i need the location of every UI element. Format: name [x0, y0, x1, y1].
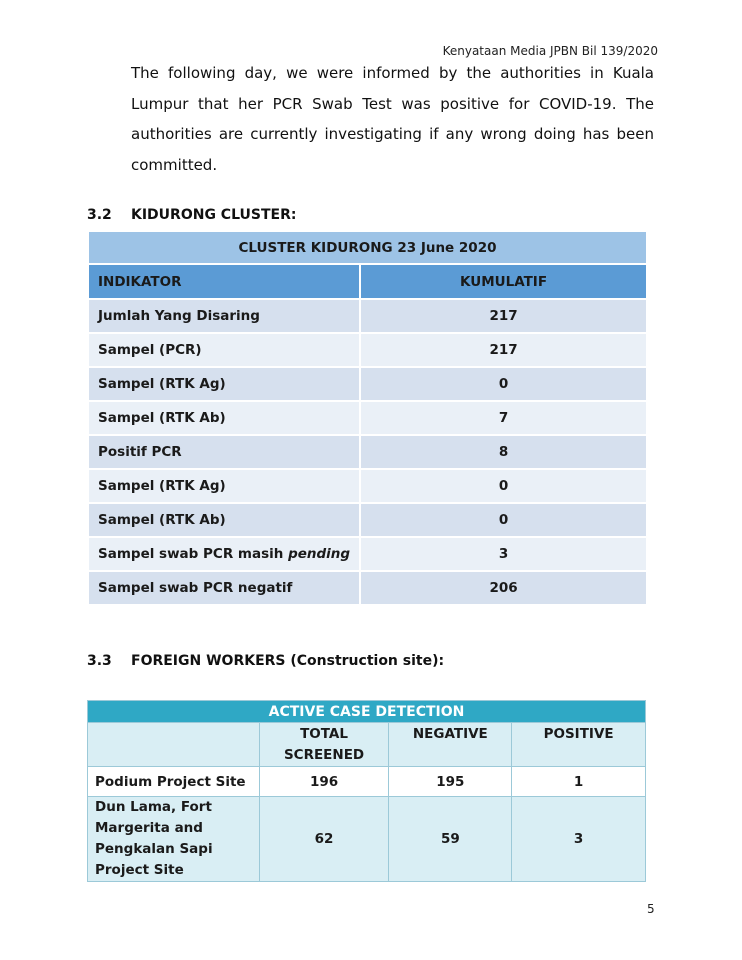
table-row [88, 503, 647, 537]
section-number: 3.3 [87, 653, 112, 669]
cumulative-cell: 217 [360, 299, 647, 333]
table-title: CLUSTER KIDURONG 23 June 2020 [88, 231, 647, 264]
table-title-row [88, 231, 647, 264]
table-row [88, 537, 647, 571]
indicator-text: Sampel swab PCR masih [98, 546, 289, 562]
table-row [88, 797, 646, 882]
total-screened-cell: 196 [259, 767, 389, 797]
indicator-cell: Jumlah Yang Disaring [88, 299, 360, 333]
table-row [88, 469, 647, 503]
negative-cell: 59 [389, 797, 512, 882]
body-paragraph: The following day, we were informed by the authorities in Kuala Lumpur that her PCR Swab Test was positive for COVID-19. The authorities are currently investigating if any wrong doing has been committed. [131, 64, 654, 174]
positive-cell: 3 [512, 797, 646, 882]
column-header-cumulative: KUMULATIF [360, 264, 647, 299]
cumulative-cell: 7 [360, 401, 647, 435]
column-header-negative: NEGATIVE [389, 723, 512, 767]
cumulative-cell: 0 [360, 503, 647, 537]
table-title: ACTIVE CASE DETECTION [88, 701, 646, 723]
total-screened-cell: 62 [259, 797, 389, 882]
indicator-cell [88, 537, 360, 571]
indicator-cell: Sampel (RTK Ab) [88, 401, 360, 435]
site-cell: Podium Project Site [88, 767, 260, 797]
indicator-cell: Sampel swab PCR negatif [88, 571, 360, 605]
indicator-cell: Sampel (PCR) [88, 333, 360, 367]
indicator-cell: Sampel (RTK Ag) [88, 469, 360, 503]
column-header-indicator: INDIKATOR [88, 264, 360, 299]
negative-cell: 195 [389, 767, 512, 797]
table-row [88, 767, 646, 797]
positive-cell: 1 [512, 767, 646, 797]
table-row [88, 299, 647, 333]
column-header-positive: POSITIVE [512, 723, 646, 767]
table-row [88, 571, 647, 605]
site-cell: Dun Lama, Fort Margerita and Pengkalan Sapi Project Site [88, 797, 260, 882]
indicator-cell: Sampel (RTK Ag) [88, 367, 360, 401]
cumulative-cell: 217 [360, 333, 647, 367]
cumulative-cell: 0 [360, 367, 647, 401]
section-number: 3.2 [87, 207, 112, 223]
table-header-row [88, 723, 646, 767]
indicator-cell: Positif PCR [88, 435, 360, 469]
column-header-site [88, 723, 260, 767]
cumulative-cell: 0 [360, 469, 647, 503]
cumulative-cell: 8 [360, 435, 647, 469]
table-row [88, 333, 647, 367]
table-row [88, 435, 647, 469]
indicator-italic-text: pending [288, 546, 351, 562]
page-number: 5 [647, 902, 655, 916]
active-case-detection-table [87, 700, 646, 882]
section-title: KIDURONG CLUSTER: [131, 207, 297, 223]
kidurong-cluster-table [87, 230, 648, 606]
cumulative-cell: 3 [360, 537, 647, 571]
column-header-total-screened: TOTAL SCREENED [259, 723, 389, 767]
indicator-cell: Sampel (RTK Ab) [88, 503, 360, 537]
cumulative-cell: 206 [360, 571, 647, 605]
table-title-row [88, 701, 646, 723]
table-row [88, 367, 647, 401]
document-reference: Kenyataan Media JPBN Bil 139/2020 [442, 44, 658, 58]
table-header-row [88, 264, 647, 299]
table-row [88, 401, 647, 435]
section-title: FOREIGN WORKERS (Construction site): [131, 653, 445, 669]
